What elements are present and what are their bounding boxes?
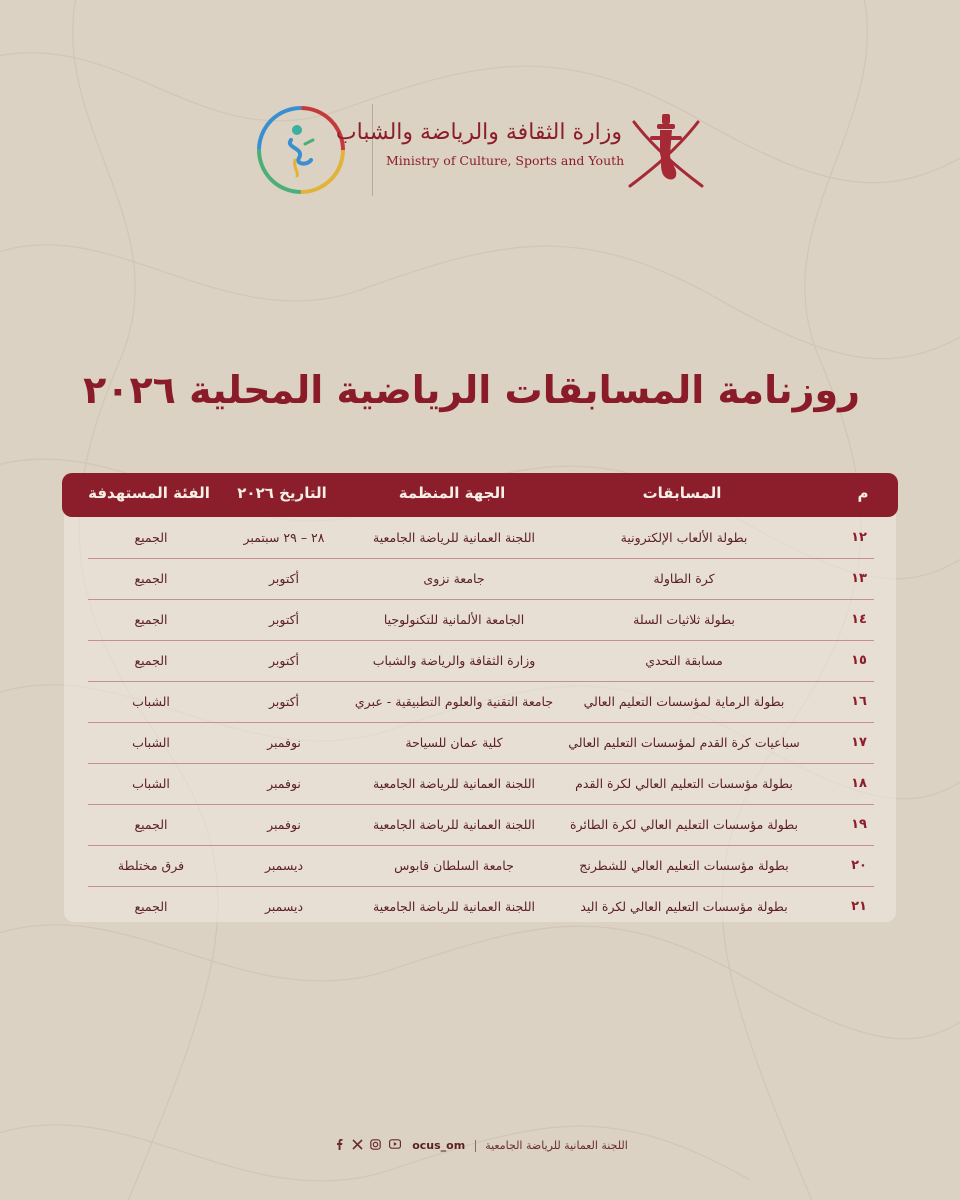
table-row xyxy=(88,518,874,559)
row-organizer: اللجنة العمانية للرياضة الجامعية xyxy=(373,776,535,791)
table-row xyxy=(88,887,874,927)
row-organizer: جامعة نزوى xyxy=(423,571,485,586)
footer xyxy=(300,1138,660,1158)
social-icons xyxy=(332,1138,403,1153)
instagram-icon[interactable] xyxy=(370,1139,381,1153)
header-date: التاريخ ٢٠٢٦ xyxy=(237,484,327,502)
table-row xyxy=(88,764,874,805)
row-competition: مسابقة التحدي xyxy=(645,653,723,668)
table-row xyxy=(88,600,874,641)
row-date: أكتوبر xyxy=(268,653,300,668)
row-organizer: اللجنة العمانية للرياضة الجامعية xyxy=(373,817,535,832)
ministry-name-english: Ministry of Culture, Sports and Youth xyxy=(386,153,625,168)
x-icon[interactable] xyxy=(352,1139,363,1153)
table-row xyxy=(88,641,874,682)
row-date: أكتوبر xyxy=(268,694,300,709)
table-row xyxy=(88,559,874,600)
table-row xyxy=(88,682,874,723)
row-date: ديسمبر xyxy=(264,899,304,914)
facebook-icon[interactable] xyxy=(334,1138,344,1153)
row-competition: سباعيات كرة القدم لمؤسسات التعليم العالي xyxy=(568,735,800,750)
row-category: الجميع xyxy=(134,817,168,832)
row-competition: بطولة ثلاثيات السلة xyxy=(633,612,735,627)
row-organizer: اللجنة العمانية للرياضة الجامعية xyxy=(373,530,535,545)
row-competition: بطولة الألعاب الإلكترونية xyxy=(620,530,748,545)
table-row xyxy=(88,805,874,846)
row-category: فرق مختلطة xyxy=(117,858,185,873)
header-organizer: الجهة المنظمة xyxy=(398,484,506,502)
row-category: الشباب xyxy=(132,776,170,791)
row-date: ٢٨ – ٢٩ سبتمبر xyxy=(243,530,325,545)
row-number: ١٥ xyxy=(851,653,867,668)
footer-org-name: اللجنة العمانية للرياضة الجامعية xyxy=(485,1139,628,1152)
row-category: الشباب xyxy=(132,694,170,709)
row-competition: كرة الطاولة xyxy=(653,571,715,586)
row-category: الجميع xyxy=(134,571,168,586)
row-date: نوفمبر xyxy=(267,776,301,791)
ministry-name xyxy=(335,118,625,170)
row-competition: بطولة مؤسسات التعليم العالي لكرة اليد xyxy=(580,899,788,914)
row-date: نوفمبر xyxy=(267,817,301,832)
row-competition: بطولة مؤسسات التعليم العالي للشطرنج xyxy=(579,858,789,873)
row-date: ديسمبر xyxy=(264,858,304,873)
ocus-logo xyxy=(255,104,347,196)
header-category: الفئة المستهدفة xyxy=(88,484,210,502)
row-date: أكتوبر xyxy=(268,612,300,627)
row-number: ١٣ xyxy=(851,571,867,586)
row-number: ١٦ xyxy=(851,694,867,709)
row-number: ٢٠ xyxy=(851,858,867,873)
row-number: ١٩ xyxy=(851,817,867,832)
footer-divider xyxy=(475,1140,476,1152)
row-category: الشباب xyxy=(132,735,170,750)
row-number: ١٧ xyxy=(851,735,867,750)
page-title: روزنامة المسابقات الرياضية المحلية ٢٠٢٦ xyxy=(83,368,860,412)
row-organizer: الجامعة الألمانية للتكنولوجيا xyxy=(383,612,525,627)
table-body xyxy=(88,518,874,927)
youtube-icon[interactable] xyxy=(389,1139,401,1152)
row-organizer: جامعة التقنية والعلوم التطبيقية - عبري xyxy=(354,694,554,709)
row-competition: بطولة مؤسسات التعليم العالي لكرة الطائرة xyxy=(569,817,798,832)
row-competition: بطولة مؤسسات التعليم العالي لكرة القدم xyxy=(575,776,793,791)
row-category: الجميع xyxy=(134,653,168,668)
table-row xyxy=(88,723,874,764)
social-handle[interactable]: ocus_om xyxy=(412,1139,466,1152)
row-organizer: وزارة الثقافة والرياضة والشباب xyxy=(372,653,536,668)
row-date: أكتوبر xyxy=(268,571,300,586)
row-category: الجميع xyxy=(134,612,168,627)
row-number: ١٤ xyxy=(851,612,867,627)
row-number: ١٨ xyxy=(851,776,867,791)
row-category: الجميع xyxy=(134,530,168,545)
row-organizer: جامعة السلطان قابوس xyxy=(394,858,514,873)
header-competition: المسابقات xyxy=(642,484,722,502)
table-row xyxy=(88,846,874,887)
row-number: ١٢ xyxy=(851,530,867,545)
row-category: الجميع xyxy=(134,899,168,914)
table-header xyxy=(62,473,898,517)
row-number: ٢١ xyxy=(851,899,867,914)
header-num: م xyxy=(857,484,869,502)
ministry-name-arabic: وزارة الثقافة والرياضة والشباب xyxy=(335,120,622,145)
oman-emblem-icon xyxy=(624,108,708,192)
row-competition: بطولة الرماية لمؤسسات التعليم العالي xyxy=(583,694,785,709)
row-date: نوفمبر xyxy=(267,735,301,750)
row-organizer: اللجنة العمانية للرياضة الجامعية xyxy=(373,899,535,914)
row-organizer: كلية عمان للسياحة xyxy=(405,735,503,750)
